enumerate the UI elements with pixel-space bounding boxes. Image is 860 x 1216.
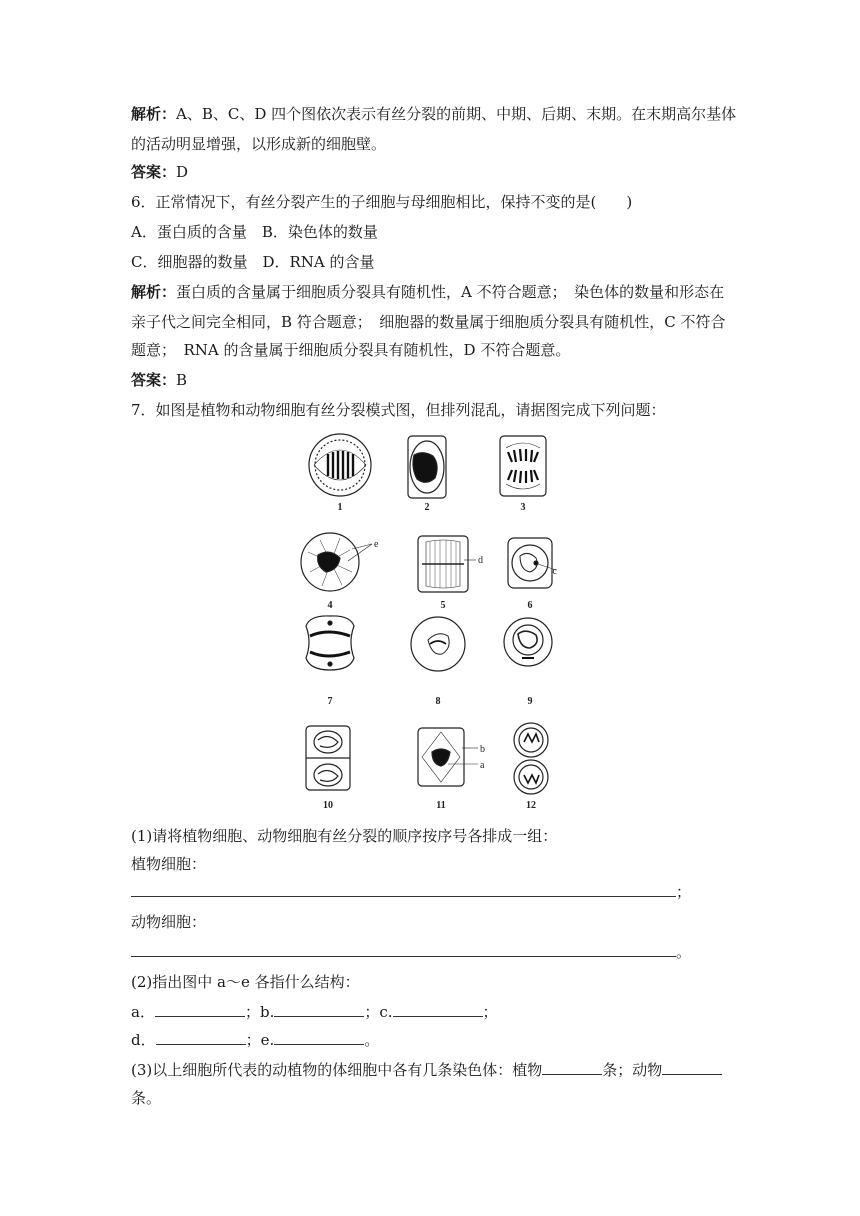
caption-6: 6 <box>527 600 533 611</box>
label-c: c <box>552 566 557 577</box>
label-e-text: e. <box>260 1031 275 1049</box>
q7-part1: (1)请将植物细胞、动物细胞有丝分裂的顺序按序号各排成一组： <box>131 827 558 845</box>
label-b-text: b. <box>259 1003 275 1021</box>
plant-answer-row <box>131 882 691 902</box>
animal-end: 。 <box>676 943 692 961</box>
caption-5: 5 <box>440 600 446 611</box>
answer-value: B <box>176 371 188 389</box>
q6-analysis-line-2: 亲子代之间完全相同，B 符合题意； 细胞器的数量属于细胞质分裂具有随机性，C 不符合 <box>131 313 726 331</box>
answer-value: D <box>176 163 189 181</box>
q7-part2: (2)指出图中 a～e 各指什么结构： <box>131 973 360 991</box>
cell-7 <box>306 616 354 670</box>
cell-9 <box>504 618 552 666</box>
sep: ； <box>364 1003 380 1021</box>
label-d-text: d． <box>131 1031 156 1049</box>
mitosis-figure <box>298 430 558 810</box>
cell-10 <box>306 726 350 790</box>
label-c-text: c. <box>379 1003 393 1021</box>
analysis-label: 解析： <box>131 283 177 301</box>
label-a: a <box>480 760 485 771</box>
q6-analysis-line-1 <box>131 282 724 302</box>
label-d: d <box>478 555 483 566</box>
caption-11: 11 <box>436 800 446 810</box>
cell-8 <box>411 617 465 671</box>
plant-blank[interactable] <box>131 882 676 897</box>
blank-d[interactable] <box>156 1030 246 1045</box>
answer-label: 答案： <box>131 163 177 181</box>
q5-analysis-line-1 <box>131 104 736 124</box>
q6-stem: 6．正常情况下，有丝分裂产生的子细胞与母细胞相比，保持不变的是( ) <box>131 193 633 211</box>
animal-label: 动物细胞： <box>131 913 207 931</box>
cell-12 <box>514 723 548 794</box>
caption-10: 10 <box>323 800 333 810</box>
cell-6 <box>508 538 556 588</box>
end: 。 <box>364 1031 380 1049</box>
analysis-text: A、B、C、D 四个图依次表示有丝分裂的前期、中期、后期、末期。在末期高尔基体 <box>176 105 737 123</box>
q6-options-1: A．蛋白质的含量 B．染色体的数量 <box>131 223 378 241</box>
q5-analysis-line-2: 的活动明显增强，以形成新的细胞壁。 <box>131 135 387 153</box>
plant-label: 植物细胞： <box>131 855 207 873</box>
caption-9: 9 <box>527 696 533 707</box>
caption-3: 3 <box>520 502 526 513</box>
label-b: b <box>480 744 485 755</box>
caption-8: 8 <box>435 696 441 707</box>
animal-answer-row <box>131 942 691 962</box>
caption-4: 4 <box>327 600 333 611</box>
cell-4 <box>301 533 372 591</box>
blank-b[interactable] <box>274 1002 364 1017</box>
blank-plant-count[interactable] <box>542 1060 602 1075</box>
q6-analysis-line-3: 题意； RNA 的含量属于细胞质分裂具有随机性，D 不符合题意。 <box>131 341 571 359</box>
q6-options-2: C．细胞器的数量 D．RNA 的含量 <box>131 253 375 271</box>
caption-12: 12 <box>526 800 536 810</box>
cell-1 <box>309 434 371 496</box>
q7-part3 <box>131 1060 722 1080</box>
caption-7: 7 <box>327 696 333 707</box>
label-a-text: a． <box>131 1003 155 1021</box>
answer-label: 答案： <box>131 371 177 389</box>
sep: ； <box>244 1003 260 1021</box>
q5-answer <box>131 162 188 182</box>
blank-c[interactable] <box>393 1002 483 1017</box>
part3-text-a: (3)以上细胞所代表的动植物的体细胞中各有几条染色体：植物 <box>131 1061 543 1079</box>
blank-e[interactable] <box>274 1030 364 1045</box>
q6-answer <box>131 370 187 390</box>
sep: ； <box>245 1031 261 1049</box>
caption-1: 1 <box>337 502 343 513</box>
q7-stem: 7．如图是植物和动物细胞有丝分裂模式图，但排列混乱，请据图完成下列问题： <box>131 401 666 419</box>
part2-row2 <box>131 1030 379 1050</box>
caption-2: 2 <box>424 502 430 513</box>
cell-11 <box>418 728 478 786</box>
cell-3 <box>500 436 546 496</box>
analysis-text: 蛋白质的含量属于细胞质分裂具有随机性，A 不符合题意； 染色体的数量和形态在 <box>176 283 725 301</box>
mitosis-figure-svg <box>298 430 558 810</box>
plant-end: ； <box>676 883 692 901</box>
label-e: e <box>374 539 379 550</box>
blank-a[interactable] <box>155 1002 245 1017</box>
q7-part3-end: 条。 <box>131 1089 162 1107</box>
part3-text-b: 条；动物 <box>602 1061 663 1079</box>
animal-blank[interactable] <box>131 942 676 957</box>
part2-row1 <box>131 1002 498 1022</box>
analysis-label: 解析： <box>131 105 177 123</box>
sep: ； <box>482 1003 498 1021</box>
blank-animal-count[interactable] <box>662 1060 722 1075</box>
cell-5 <box>418 536 476 592</box>
cell-2 <box>408 436 446 498</box>
